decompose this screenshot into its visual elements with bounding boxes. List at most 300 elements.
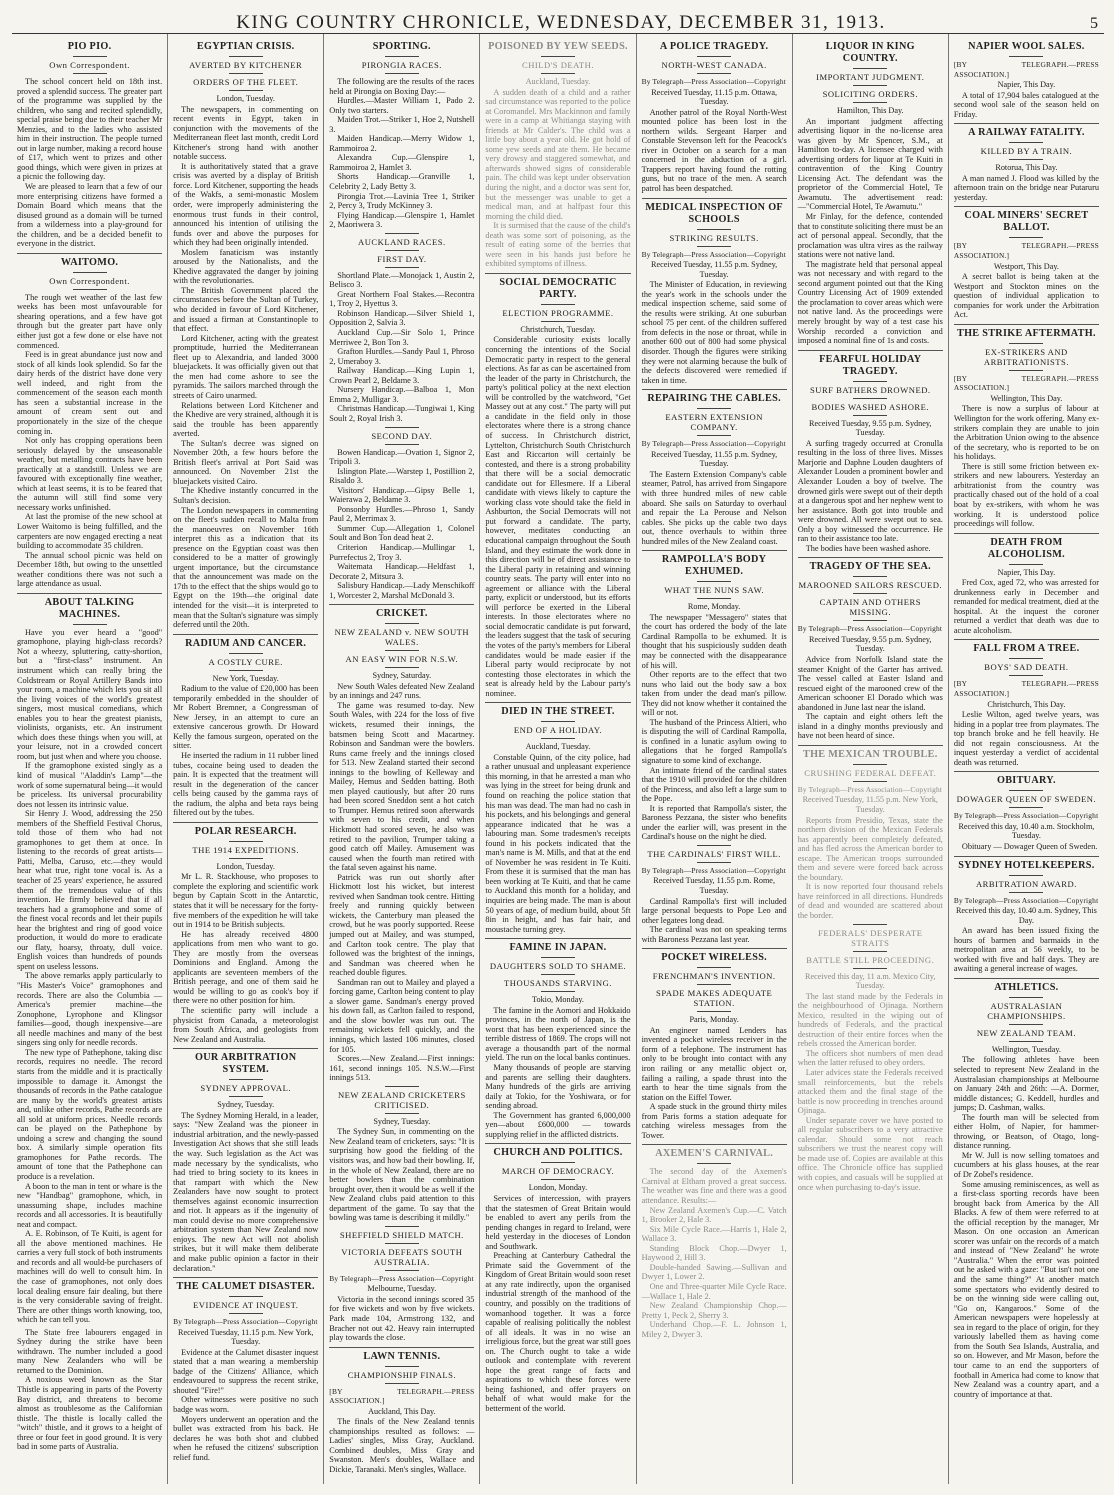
headline-rule — [541, 1179, 575, 1180]
article-paragraph: It is surmised that the cause of the child's death was some sort of poisoning, as the result of eating some of the berries that were seen in his hands just before he exhibited symptoms of illness. — [485, 221, 631, 269]
article-separator — [954, 533, 1099, 534]
article-headline: OBITUARY. — [996, 775, 1056, 787]
headline-rule — [697, 435, 731, 436]
article-paragraph: Grafton Hurdles.—Sandy Paul 1, Phroso 2, Umeraboy 3. — [329, 347, 475, 366]
article-paragraph: Sir Henry J. Wood, addressing the 250 members of the Sheffield Festival Chorus, told those of them who had not gramophones to get them at once. In listening to the records of great artists—Patti, Melba, Caruso, etc.—they would hear what true, right tone vocal is. As a teacher of 25 years' experience, he assured them of the tremendous value of this invention. He firmly believed that if all teachers had a gramophone and some of the finest vocal records and let their pupils hear the brightest and ring of good voice production, it would do more to eradicate our flaty, hoarsy, throaty, dull voice. English voices than hundreds of pounds spent on useless lessons. — [17, 809, 163, 971]
article-paragraph: It is now reported four thousand rebels have reinforced in all directions. Hundreds of dead and wounded are scattered about the border. — [797, 882, 943, 920]
article-subheading: SHEFFIELD SHIELD MATCH. — [339, 1229, 464, 1240]
headline-rule — [697, 1163, 731, 1164]
dateline: Received this day, 11 a.m. Mexico City, Tuesday. — [805, 971, 936, 991]
article-subheading: AN EASY WIN FOR N.S.W. — [345, 654, 459, 665]
article — [329, 604, 474, 1083]
article-paragraph: If the gramophone existed singly as a kind of musical "Aladdin's Lamp"—the work of some supernatural being—it would be priceless. Its universal procurability does not lessen its intrinsic value. — [17, 761, 163, 809]
article-paragraph: The Sydney Sun, in commenting on the New Zealand team of cricketers, says: "It is surprising how good the fielding of the visitors was, and how bad their bowling. If, in the whole of New Zealand, there are no better bowlers than the combination brought over, then it would be as well if the New Zealand clubs paid attention to this department of the game. To say that the bowling was tame is describing it mildly." — [329, 1127, 475, 1223]
article — [954, 771, 1099, 851]
headline-rule — [229, 858, 263, 859]
headline-rule — [229, 1296, 263, 1297]
headline-rule — [229, 653, 263, 654]
dateline: Napier, This Day. — [997, 80, 1056, 90]
article-paragraph: Other reports are to the effect that two nuns who laid out the body saw a box taken from under the dead man's pillow. They did not know whether it contained the will or not. — [641, 670, 787, 718]
article-paragraph: The London newspapers in commenting on the fleet's sudden recall to Malta from the manoeuvres on November 16th interpret this as a indication that its presence on the Egyptian coast was then considered to be a matter of growingly urgent importance, but the circumstance that the announcement was made on the 17th to the effect that the ships would go to Egypt on the 19th—the original date intended for the visit—it is interpreted to mean that the Sultan's signature was simply deferred until the 20th. — [173, 505, 319, 630]
headline-rule — [73, 73, 107, 74]
article-headline: WAITOMO. — [60, 256, 119, 268]
article-subheading: SECOND DAY. — [371, 430, 433, 441]
article-subheading: Own Correspondent. — [49, 60, 130, 70]
headline-rule — [1009, 56, 1043, 57]
article-subheading: FRENCHMAN'S INVENTION. — [652, 971, 776, 982]
article-subheading: NEW ZEALAND v. NEW SOUTH WALES. — [334, 627, 470, 648]
article-headline: AXEMEN'S CARNIVAL. — [655, 1148, 774, 1160]
headline-rule — [385, 1086, 419, 1087]
article-paragraph: Six Mile Cycle Race.—Harris 1, Hale 2, Wallace 3. — [641, 1224, 787, 1244]
article-headline: CHURCH AND POLITICS. — [493, 1147, 623, 1159]
article-paragraph: The officers shot numbers of men dead when the latter refused to obey orders. — [797, 1048, 943, 1068]
article-separator — [173, 1277, 318, 1278]
wire-credit: By Telegraph—Press Association—Copyright — [641, 77, 787, 86]
article-paragraph: Fred Cox, aged 72, who was arrested for drunkenness early in December and remanded for medical treatment, died at the hospital. At the inquest the coroner returned a verdict that death was due to acute alcoholism. — [953, 578, 1099, 635]
headline-rule — [1009, 343, 1043, 344]
article-headline: RADIUM AND CANCER. — [185, 637, 307, 649]
headline-rule — [385, 623, 419, 624]
article-headline: A POLICE TRAGEDY. — [659, 41, 769, 52]
article-paragraph: The game was resumed to-day. New South Wales, with 224 for the loss of five wickets, resumed their innings, the batsmen being Scott and Macartney. Robinson and Sandman were the bowlers. Runs came freely and the innings closed for 513. New Zealand started their second innings to the bowling of Kelleway and Mailey, Hemus and Sedden batting. Both men played cautiously, but after 20 runs had been scored Sneddon sent a hot catch to Trumper. Hemus retired soon afterwards with seven to his credit, and when Hickmott had scored seven, he also was retired to the pavilion, Trumper taking a good catch off Mailey. Amusement was caused when the fourth man retired with the fatal seven against his name. — [329, 700, 475, 873]
article — [642, 198, 787, 386]
headline-rule — [385, 1113, 419, 1114]
column-7 — [949, 34, 1104, 1484]
article-paragraph: A total of 17,904 bales catalogued at the second wool sale of the season held on Friday. — [953, 90, 1099, 119]
article-paragraph: The husband of the Princess Altieri, who is disputing the will of Cardinal Rampolla, is confined in a lunatic asylum owing to allegations that he forged Rampolla's signature to some kind of exchange. — [641, 717, 787, 765]
article — [329, 1347, 474, 1475]
headline-rule — [697, 408, 731, 409]
article-headline: THE MEXICAN TROUBLE. — [802, 748, 938, 760]
article — [798, 41, 943, 346]
article-subheading: CRUSHING FEDERAL DEFEAT. — [804, 767, 937, 778]
newspaper-title: KING COUNTRY CHRONICLE, WEDNESDAY, DECEMBER 31, 1913. — [236, 12, 886, 33]
article — [173, 634, 318, 818]
article-paragraph: Ponsonby Hurdles.—Phroso 1, Sandy Paul 2, Merrimax 3. — [329, 504, 475, 524]
article-headline: POLAR RESEARCH. — [194, 825, 297, 837]
article — [642, 41, 787, 194]
article — [173, 1277, 318, 1462]
headline-rule — [853, 102, 887, 103]
article-paragraph: The newspapers, in commenting on recent events in Egypt, taken in conjunction with the movements of the Mediterranean fleet last month, credit Lord Kitchener's strong hand with another notable success. — [173, 104, 319, 162]
article-paragraph: Relations between Lord Kitchener and the Khedive are very strained, although it is said the trouble has been apparently averted. — [173, 400, 319, 439]
article-paragraph: The new type of Pathephone, taking disc records, requires no needle. The record starts from the middle and it is practically impossible to damage it. Amongst the thousands of records in the Pathe catalogue are many by the world's greatest artists and, unlike other records, Pathe records are all sold at uniform prices. Needle records can be played on the Pathephone by undoing a screw and changing the sound box. A similarly simple operation fits gramophones for Pathe records. The amount of tone that the Pathephone can produce is a revelation. — [17, 1047, 163, 1181]
article-headline: DIED IN THE STREET. — [501, 706, 615, 718]
article-paragraph: Moslem fanaticism was instantly aroused by the Nationalists, and the Khedive aggravated the danger by joining with the revolutionaries. — [173, 247, 319, 286]
article-headline: COAL MINERS' SECRET BALLOT. — [964, 210, 1089, 234]
dateline: Paris, Monday. — [689, 1015, 739, 1025]
wire-credit: By Telegraph—Press Association—Copyright — [797, 784, 943, 794]
article-paragraph: Visitors' Handicap.—Gipsy Belle 1, Waierawa 2, Beldame 3. — [329, 485, 475, 505]
article-paragraph: Shortland Plate.—Monojack 1, Austin 2, Belisco 3. — [329, 270, 475, 290]
article-separator — [173, 634, 318, 635]
article-subheading: EX-STRIKERS AND ARBITRATIONISTS. — [983, 346, 1069, 367]
article-paragraph: Flying Handicap.—Glenspire 1, Hamlet 2, Maoriwera 3. — [329, 210, 475, 230]
headline-rule — [541, 991, 575, 992]
headline-rule — [73, 56, 107, 57]
article-separator — [954, 123, 1099, 124]
article-paragraph: Considerable curiosity exists locally concerning the intentions of the Social Democratic party in respect to the general elections. As far as can be ascertained from the leader of the party in Christchurch, the party's political policy at the next election will be controlled by the watchword, "Get Massey out at any cost." The party will put a candidate in the field only in those electorates where there is a strong chance of success. In Christchurch district, Lyttelton, Christchurch South Christchurch East and Riccarton will certainly be contested, and there is a strong probability that there will be a social democratic candidate out for Ellesmere. If a Liberal candidate with views likely to capture the working class vote should take the field in Ashburton, the Social Democrats will not put forward a candidate. The party, however, meditates conducting an educational campaign throughout the South Island, and they estimate the work done in this direction will be of direct assistance to the Liberal party in retaining and winning country seats. The party will enter into no agreement or alliance with the Liberal party, explicit or understood, but its efforts will perforce be exerted in the Liberal interests. In those electorates where no social democratic candidate is put forward, the leaders suggest that the task of securing the votes of the party's members for Liberal candidates would be made easier if the Liberal party would reciprocate by not contesting those electorates in which the seat is already held by the Labour party's nominee. — [485, 335, 631, 698]
headline-rule — [1009, 564, 1043, 565]
dateline: Christchurch, Tuesday. — [520, 324, 596, 334]
article-paragraph: The school concert held on 18th inst. proved a splendid success. The greater part of the programme was supplied by the children, who sang and recited splendidly, special praise being due to their teacher Mr Menzies, and to the ladies who assisted him in their instruction. The people turned out in large number, making a record house of £17, which went to prizes and other good things, which were given in prizes at a picnic the following day. — [17, 77, 163, 182]
column-5 — [637, 34, 793, 1484]
article-paragraph: Patrick was run out shortly after Hickmott lost his wicket, but interest revived when Sandman took centre. Hitting freely and running quickly between wickets, the Canterbury man pleased the crowd, but he was poorly supported. Reese jumped out at Mailey, and was stumped, and Carlton took centre. The play that followed was the brightest of the innings, and Sandman was cheered when he reached double figures. — [329, 872, 475, 978]
headline-rule — [1009, 1041, 1043, 1042]
article — [642, 1144, 787, 1339]
article — [954, 856, 1099, 974]
article-paragraph: Have you ever heard a "good" gramophone, playing high-class records? Not a wheezy, spluttering, catty-shortion, but a "first-class" instrument. An instrument which can really bring the Coldstream or Royal Artillery Bands into your room, a machine which lets you sit all the living voices of the world's greatest singers, most musical comedians, which enables you to hear the greatest pianists, violinists, organists, etc. An instrument which does these things when you will, at your leisure, not in a crowded concert room, but just when and where you choose. — [17, 627, 163, 761]
article-subheading: DAUGHTERS SOLD TO SHAME. — [489, 961, 627, 972]
article-paragraph: Other witnesses were positive no such badge was worn. — [173, 1395, 319, 1414]
headline-rule — [73, 289, 107, 290]
article-headline: FAMINE IN JAPAN. — [509, 942, 607, 954]
headline-rule — [385, 56, 419, 57]
columns — [12, 34, 1104, 1484]
headline-rule — [1009, 237, 1043, 238]
article-paragraph: Maiden Handicap.—Merry Widow 1, Rammoiroa 2. — [329, 134, 475, 153]
headline-rule — [1009, 892, 1043, 893]
article-separator — [642, 948, 787, 949]
article-paragraph: The scientific party will include a physicist from Canada, a meteorologist from South Africa, and geologists from New Zealand and Australia. — [173, 1006, 319, 1044]
dateline: Received this day, 10.40 a.m. Stockholm, Tuesday. — [958, 821, 1095, 841]
article-paragraph: Bowen Handicap.—Ovation 1, Signor 2, Tripoli 3. — [329, 447, 475, 467]
headline-rule — [853, 924, 887, 925]
article-headline: SYDNEY HOTELKEEPERS. — [958, 859, 1095, 871]
dateline: Wellington, Tuesday. — [991, 1044, 1061, 1054]
wire-credit: By Telegraph—Press Association—Copyright — [797, 624, 943, 634]
article-subheading: EASTERN EXTENSION COMPANY. — [665, 412, 763, 433]
headline-rule — [1009, 1024, 1043, 1025]
article-paragraph: Services of intercession, with prayers that the statesmen of Great Britain would be enabled to avert any perils from the pending changes in regard to Ireland, were held yesterday in the dioceses of London and Southwark. — [485, 1193, 631, 1251]
article-subheading: WHAT THE NUNS SAW. — [664, 585, 765, 596]
headline-rule — [697, 862, 731, 863]
article-paragraph: Radium to the value of £20,000 has been temporarily embedded in the shoulder of Mr Robert Bremner, a Congressman of New Jersey, in an attempt to cure an extensive cancerous growth. Dr Howard Kelly the famous surgeon, operated on the sitter. — [173, 684, 319, 751]
article-subheading: ARBITRATION AWARD. — [975, 878, 1077, 889]
article-headline: POISONED BY YEW SEEDS. — [488, 41, 628, 52]
article-paragraph: The Khedive instantly concurred in the Sultan's decision. — [173, 486, 319, 505]
article-headline: REPAIRING THE CABLES. — [647, 393, 781, 405]
article-paragraph: Under separate cover we have posted to all regular subscribers to a very attractive calendar. Should some not reach subscribers we trust the nearest copy will be made use of. Copies are available at this office. The Chronicle office has supplied with copies, and casuals will be supplied at once when purchasing to-day's issue. — [797, 1115, 943, 1192]
wire-credit: By Telegraph—Press Association—Copyright — [953, 895, 1099, 905]
article-headline: FEARFUL HOLIDAY TRAGEDY. — [819, 353, 922, 377]
article-paragraph: Auckland Cup.—Sir Solo 1, Prince Merriwee 2, Bon Ton 3. — [329, 328, 475, 347]
article-headline: POCKET WIRELESS. — [661, 952, 768, 964]
article-paragraph: He inserted the radium in 11 rubber lined tubes, cocaine being used to deaden the pain. It is expected that the treatment will result in the degeneration of the cancer cells being caused by the gamma rays of the radium, the alpha and beta rays being filtered out by the tubes. — [173, 751, 319, 818]
article-separator — [642, 1144, 787, 1145]
article — [485, 273, 630, 698]
headline-rule — [229, 56, 263, 57]
headline-rule — [697, 73, 731, 74]
headline-rule — [385, 250, 419, 251]
headline-rule — [73, 624, 107, 625]
article — [954, 41, 1099, 119]
article-paragraph: Advice from Norfolk Island state the steamer Knight of the Garter has arrived. The vessel called at Easter Island and rescued eight of the marooned crew of the American schooner El Dorado which was abandoned in June last near the island. — [797, 654, 943, 712]
article-headline: DEATH FROM ALCOHOLISM. — [987, 536, 1065, 560]
article-headline: THE CALUMET DISASTER. — [176, 1281, 315, 1293]
article-headline: OUR ARBITRATION SYSTEM. — [195, 1052, 297, 1076]
article — [954, 978, 1099, 1399]
headline-rule — [385, 1226, 419, 1227]
article-paragraph: Waitemata Handicap.—Heldfast 1, Decorate 2, Mitsura 3. — [329, 562, 475, 581]
article-subheading: PIRONGIA RACES. — [361, 60, 442, 70]
dateline: London, Tuesday. — [216, 861, 275, 871]
article-paragraph: It is reported that Rampolla's sister, the Baroness Pezzana, the sister who benefits under the earlier will, was present in the Cardinal's house on the night he died. — [641, 803, 787, 842]
headline-rule — [73, 272, 107, 273]
headline-rule — [1009, 658, 1043, 659]
article-paragraph: Standing Block Chop.—Dwyer 1, Haywood 2, Hill 3. — [641, 1243, 787, 1263]
article-paragraph: A boon to the man in tent or whare is the new "Handbag" gramophone, which, in unassuming shape, includes machine records and all accessories. It is beautifully neat and compact. — [17, 1181, 163, 1229]
article — [954, 206, 1099, 319]
article-paragraph: It is authoritatively stated that a grave crisis was averted by a display of British force. Lord Kitchener, supporting the heads of the Wakfs, a semi-monastic Moslem order, were improperly administering the enormous trust funds in their control, announced his intention of utilising the funds over and above the purposes for which they had been originally intended. — [173, 161, 319, 248]
article-paragraph: Victoria in the second innings scored 35 for five wickets and won by five wickets. Park made 104, Armstrong 132, and Bracher not out 42. Heavy rain interrupted play towards the close. — [329, 1294, 475, 1343]
article-paragraph: Maiden Trot.—Striker 1, Hoe 2, Nutshell 3. — [329, 115, 475, 134]
headline-rule — [229, 90, 263, 91]
article-headline: LIQUOR IN KING COUNTRY. — [825, 41, 915, 64]
dateline: Auckland, This Day. — [368, 1406, 436, 1416]
headline-rule — [697, 598, 731, 599]
article-paragraph: The famine in the Aomori and Hokkaido provinces, in the north of Japan, is the worst that has been experienced since the terrible distress of 1869. The crops will not average a thousandth part of the normal yield. The run on the local banks continues. — [485, 1005, 631, 1063]
article-paragraph: The fourth man will be selected from either Holm, of Napier, for hammer-throwing, or Beatson, of Otago, long-distance running. — [953, 1112, 1099, 1151]
article-headline: SOCIAL DEMOCRATIC PARTY. — [499, 276, 617, 300]
dateline: Sydney, Saturday. — [372, 671, 432, 681]
article — [329, 233, 474, 424]
wire-credit: [BY TELEGRAPH.—PRESS ASSOCIATION.] — [953, 679, 1099, 698]
article-paragraph: Preaching at Canterbury Cathedral the Primate said the Government of the Kingdom of Great Britain would soon reset at any rate indirectly, upon the organised industrial strength of the manhood of the country, and possibly on the traditions of womanhood together. It was a force capable of realising politically the noblest of all ideals. It was in no wise an irreligious force, but the great war still goes on. The Church ought to take a wide outlook and contemplate with reverent hope the great range of facts and aspirations to which these forces were being fashioned, and offer prayers on behalf of what would make for the betterment of the world. — [485, 1251, 631, 1413]
dateline: Received Tuesday, 11.55 p.m. Sydney, Tuesday. — [651, 260, 778, 279]
wire-credit: [BY TELEGRAPH.—PRESS ASSOCIATION.] — [953, 241, 1099, 261]
article-paragraph: An intimate friend of the cardinal states that the 1910 will provided for the children of the Princess, and also left a large sum to the Pope. — [641, 765, 787, 804]
dateline: Received Tuesday, 11.15 p.m. Ottawa, Tuesday. — [651, 87, 778, 107]
article-separator — [485, 1143, 630, 1144]
article — [485, 1143, 630, 1413]
article-separator — [485, 273, 630, 274]
article-paragraph: The finals of the New Zealand tennis championships resulted as follows: —Ladies' singles, Miss Gray, Auckland. Combined doubles, Miss Gray and Swanston. Men's doubles, Wallace and Dickie, Taranaki. Men's singles, Wallace. — [329, 1417, 475, 1474]
article-separator — [954, 771, 1099, 772]
article — [329, 1226, 474, 1343]
article-separator — [642, 550, 787, 551]
headline-rule — [1009, 807, 1043, 808]
article-paragraph: The magistrate held that personal appeal was not necessary and with regard to the second argument pointed out that the King Country Licensing Act of 1909 extended the proclamation to cover areas which were not native land. As the proceedings were merely brought by way of a test case his Worship recorded a conviction and imposed a nominal fine of 1s and costs. — [797, 259, 943, 346]
article-paragraph: He has already received 4800 applications from men who want to go. They are mostly from the overseas Dominions and England. Among the applicants are seventeen members of the British peerage, and one of them said he would be willing to go as cook's boy if there were no other position for him. — [173, 929, 319, 1006]
article-paragraph: A surfing tragedy occurred at Cronulla resulting in the loss of three lives. Misses Marjorie and Daphne Louden daughters of Alexander Louden a prominent bowler and Alexander Louden a boy of twelve. The drowned girls were swept out of their depth at a dangerous spot and her nephew went to her assistance. Both got into trouble and were drowned. All were swept out to sea. Only a boy witnessed the occurrence. He ran to their assistance too late. — [797, 438, 943, 544]
article-paragraph: An important judgment affecting advertising liquor in the no-license area was given by Mr Spencer, S.M., at Hamilton to-day. A licensee charged with advertising orders for liquor at Te Kuiti in contravention of the King Country Licensing Act. The defendant was the proprietor of the Commercial Hotel, Te Awamutu. The advertisement read:—"Commercial Hotel, Te Awamutu." — [797, 116, 943, 212]
wire-credit: By Telegraph—Press Association—Copyright — [329, 1273, 474, 1283]
headline-rule — [1009, 142, 1043, 143]
headline-rule — [697, 967, 731, 968]
article-headline: RAMPOLLA'S BODY EXHUMED. — [661, 554, 767, 578]
article — [17, 1328, 162, 1452]
article — [17, 253, 162, 589]
article-subheading: END OF A HOLIDAY. — [513, 725, 603, 736]
dateline: Auckland, Tuesday. — [525, 77, 591, 86]
article-paragraph: Later advices state the Federals received small reinforcements, but the rebels attacked them and the final stage of the battle is now proceeding in trenches around Ojinaga. — [797, 1068, 943, 1116]
article — [642, 550, 787, 842]
article-paragraph: The State free labourers engaged in Sydney during the strike have been withdrawn. The number included a good many New Zealanders who will be returned to the Dominion. — [17, 1327, 163, 1375]
headline-rule — [1009, 370, 1043, 371]
dateline: Napier, This Day. — [997, 567, 1056, 577]
article-paragraph: The Sydney Morning Herald, in a leader, says: "New Zealand was the pioneer in industrial arbitration, and the newly-passed Investigation Act shows that she still leads the way. Such legislation as the Act was made necessary by the syndicalists, who had tried to bring society to its knees in that rampart with which the New Zealanders have now sought to protect themselves against economic insurrection and riot. It appears as if the ingenuity of man could devise no more comprehensive arbitration system than New Zealand now enjoys. The new Act will not abolish strikes, but it will make them deliberate and make public opinion a factor in their declaration." — [173, 1110, 319, 1273]
article-subheading: A COSTLY CURE. — [208, 656, 283, 667]
headline-rule — [229, 1313, 263, 1314]
article-paragraph: There is now a surplus of labour at Wellington for the work offering. Many ex-strikers complain they are unable to join the Arbitration Union owing to the absence of the secretary, who is reported to be on his holidays. — [953, 404, 1099, 462]
headline-rule — [541, 1162, 575, 1163]
article-headline: SPORTING. — [372, 41, 431, 52]
article — [329, 41, 474, 230]
dateline: Hamilton, This Day. — [836, 106, 904, 115]
article-subheading: NEW ZEALAND CRICKETERS CRITICISED. — [337, 1089, 466, 1110]
article-subheading: CHILD'S DEATH. — [521, 60, 595, 70]
headline-rule — [853, 968, 887, 969]
headline-rule — [541, 304, 575, 305]
article-paragraph: The annual school picnic was held on December 18th, but owing to the unsettled weather conditions there was not such a large attendance as usual. — [17, 550, 163, 589]
dateline: Auckland, Tuesday. — [525, 742, 591, 752]
article-paragraph: Christmas Handicap.—Tungiwai 1, King Soult 2, Royal Irish 3. — [329, 404, 475, 423]
article-paragraph: The above remarks apply particularly to "His Master's Voice" gramophones and records. There are also the Columbia — America's premier machine—the Zonophone, Lyrophone and Klingsor families—good, though inexpensive—are all needle machines and many of the best singers sing only for needle records. — [17, 971, 163, 1048]
dateline: Rotorua, This Day. — [995, 163, 1058, 173]
article-paragraph: Underhand Chop.—F. L. Johnson 1, Miley 2, Dwyer 3. — [641, 1320, 787, 1339]
article — [329, 427, 474, 601]
article-paragraph: The Eastern Extension Company's cable steamer, Patrol, has arrived from Singapore with three hundred miles of new cable aboard. She sails on Saturday to overhaul and repair the La Perouse and Nelson cables. She picks up the cable two days out, thence overhauls to within three hundred miles of the New Zealand coast. — [641, 469, 787, 546]
article-paragraph: We are pleased to learn that a few of our more enterprising citizens have formed a Domain Board which means that the disused ground as a domain will be turned from a wilderness into a play-ground for the children, and be a decided benefit to everyone in the district. — [17, 182, 163, 249]
article-paragraph: Great Northern Foal Stakes.—Recontra 1, Troy 2, Hyettus 3. — [329, 289, 475, 309]
article-paragraph: The last stand made by the Federals in the neighbourhood of Ojinaga. Northern Mexico, resulted in the wiping out of hundreds of Federals, and the practical destruction of their entire forces when the rebels crossed the American border. — [797, 991, 943, 1049]
wire-credit: [BY TELEGRAPH.—PRESS ASSOCIATION.] — [329, 1386, 475, 1406]
headline-rule — [541, 957, 575, 958]
headline-rule — [853, 398, 887, 399]
dateline: Received Tuesday, 9.55 p.m. Sydney, Tuesday. — [809, 634, 932, 654]
article-paragraph: Nursery Handicap.—Balboa 1, Mon Emma 2, Mulligar 3. — [329, 385, 475, 404]
article-paragraph: A noxious weed known as the Star Thistle is appearing in parts of the Poverty Bay district, and threatens to become almost as troublesome as the Californian thistle. The thistle is locally called the "witch" thistle, and it grows to a height of three or four feet in good ground. It is very bad in some parts of Australia. — [17, 1375, 163, 1452]
headline-rule — [853, 781, 887, 782]
headline-rule — [1009, 875, 1043, 876]
article-headline: ABOUT TALKING MACHINES. — [44, 596, 135, 620]
headline-rule — [541, 321, 575, 322]
dateline: Received Tuesday, 11.55 p.m. Rome, Tuesday. — [653, 876, 775, 895]
article-paragraph: A secret ballot is being taken at the Westport and Stockton mines on the question of individual application to companies for work under the Arbitration Act. — [953, 272, 1099, 320]
article-headline: NAPIER WOOL SALES. — [968, 41, 1085, 52]
wire-credit: [BY TELEGRAPH.—PRESS ASSOCIATION.] — [953, 373, 1099, 393]
article — [173, 1048, 318, 1273]
headline-rule — [541, 721, 575, 722]
article-paragraph: Leslie Wilton, aged twelve years, was hiding in a poplar tree from playmates. The top branch broke and he fell heavily. He did not regain consciousness. At the inquest yesterday a verdict of accidental death was returned. — [953, 710, 1099, 767]
article-paragraph: Islington Plate.—Warstep 1, Postillion 2, Risaldo 3. — [329, 466, 475, 486]
article-subheading: THE 1914 EXPEDITIONS. — [192, 844, 300, 855]
headline-rule — [853, 593, 887, 594]
article-paragraph: Cardinal Rampolla's first will included large personal bequests to Pope Leo and other legatees long dead. — [641, 896, 787, 925]
article-subheading: NORTH-WEST CANADA. — [661, 60, 767, 70]
article-paragraph: Double-handed Sawing.—Sullivan and Dwyer 1, Lower 2. — [641, 1262, 787, 1282]
headline-rule — [385, 73, 419, 74]
headline-rule — [853, 415, 887, 416]
article-subheading: AUCKLAND RACES. — [357, 236, 446, 247]
article — [642, 845, 787, 944]
article-headline: MEDICAL INSPECTION OF SCHOOLS — [645, 201, 783, 225]
article-subheading: ORDERS OF THE FLEET. — [193, 77, 299, 87]
article-paragraph: The following are the results of the races held at Pirongia on Boxing Day:— — [329, 77, 475, 96]
article-subheading: SOLICITING ORDERS. — [822, 89, 918, 99]
article-paragraph: A sudden death of a child and a rather sad circumstance was reported to the police at Coromandel. Mrs Mackinnon and family were in a camp at Whitianga staying with friends at Mr Calder's. The child was a little boy about a year old. He got hold of some yew seeds and ate them. He became very drowsy and staggered somewhat, and afterwards showed signs of considerable pain. The child was kept under observation during the night, and a doctor was sent for, but the messenger was unable to get a medical man, and at halfpast four this morning the child died. — [485, 87, 631, 221]
article-subheading: VICTORIA DEFEATS SOUTH AUSTRALIA. — [341, 1246, 463, 1267]
article-paragraph: Salisbury Handicap.—Lady Menschikoff 1, Worcester 2, Marshal McDonald 3. — [329, 581, 475, 600]
dateline: Received this day, 10.40 a.m. Sydney, This Day. — [955, 906, 1097, 925]
dateline: Sydney, Tuesday. — [217, 1100, 275, 1110]
article-separator — [798, 745, 943, 746]
headline-rule — [697, 845, 731, 846]
headline-rule — [385, 427, 419, 428]
headline-rule — [385, 444, 419, 445]
article-paragraph: Mr Finlay, for the defence, contended that to constitute soliciting there must be an act of personal appeal. Secondly, that the proclamation was ultra vires as the railway stations were not native land. — [797, 212, 943, 260]
headline-rule — [697, 246, 731, 247]
dateline: Wellington, This Day. — [990, 393, 1063, 403]
dateline: New York, Tuesday. — [212, 673, 279, 683]
article-separator — [954, 978, 1099, 979]
column-4 — [480, 34, 636, 1484]
article-headline: LAWN TENNIS. — [363, 1350, 441, 1362]
headline-rule — [1009, 790, 1043, 791]
article-separator — [485, 938, 630, 939]
article-subheading: SURF BATHERS DROWNED. — [809, 384, 931, 395]
dateline: Christchurch, This Day. — [987, 699, 1066, 709]
article-paragraph: Moyers underwent an operation and the bullet was extracted from his back. He declares he was both shot and clubbed when he refused the citizens' subscription relief fund. — [173, 1414, 319, 1462]
headline-rule — [385, 233, 419, 234]
headline-rule — [229, 1079, 263, 1080]
headline-rule — [697, 984, 731, 985]
dateline: Received Tuesday, 11.15 p.m. New York, Tuesday. — [178, 1327, 314, 1347]
column-2 — [168, 34, 324, 1484]
article — [954, 533, 1099, 636]
article-paragraph: One and Three-quarter Mile Cycle Race.—Wallace 1, Hale 2. — [641, 1281, 787, 1301]
masthead — [12, 8, 1104, 34]
article-separator — [954, 324, 1099, 325]
article-separator — [954, 639, 1099, 640]
headline-rule — [853, 85, 887, 86]
article-subheading: AVERTED BY KITCHENER — [189, 60, 303, 70]
article — [485, 41, 630, 269]
headline-rule — [853, 68, 887, 69]
article-subheading: MAROONED SAILORS RESCUED. — [798, 580, 943, 591]
article-paragraph: Summer Cup.—Allegation 1, Colonel Soult and Bon Ton dead heat 2. — [329, 523, 475, 543]
article — [798, 924, 943, 1193]
article-separator — [17, 593, 162, 594]
article-subheading: BOYS' SAD DEATH. — [984, 662, 1069, 673]
article-paragraph: Another patrol of the Royal North-West mounted police has been lost in the northern wilds. Sergeant Harper and Constable Stevenson left for the Peacock's river in October on a search for a man concerned in the abduction of a girl. Trappers report having found the rotting guns, but no trace of the men. A search patrol has been despatched. — [641, 107, 787, 194]
article-subheading: SYDNEY APPROVAL. — [200, 1083, 292, 1094]
headline-rule — [385, 1243, 419, 1244]
article — [173, 41, 318, 630]
article-paragraph: The cardinal was not on speaking terms with Baroness Pezzana last year. — [641, 925, 787, 944]
headline-rule — [385, 1383, 419, 1384]
article-paragraph: Scores.—New Zealand.—First innings: 161, second innings 105. N.S.W.—First innings 513. — [329, 1054, 475, 1083]
article-paragraph: The Government has granted 6,000,000 yen—about £600,000 — towards supplying relief in the afflicted districts. — [485, 1110, 631, 1139]
article-subheading: CHAMPIONSHIP FINALS. — [347, 1369, 457, 1380]
article — [329, 1086, 474, 1223]
headline-rule — [541, 974, 575, 975]
article — [798, 350, 943, 554]
article-separator — [954, 206, 1099, 207]
article-subheading: STRIKING RESULTS. — [669, 232, 759, 243]
wire-credit: By Telegraph—Press Association—Copyright — [641, 439, 787, 449]
article — [173, 822, 318, 1044]
article-paragraph: At last the promise of the new school at Lower Waitomo is being fulfilled, and the carpenters are now engaged erecting a neat building to accommodate 35 children. — [17, 512, 163, 551]
article-paragraph: Mr W. Jull is now selling tomatoes and cucumbers at his glass houses, at the rear of Dr Zobel's residence. — [953, 1150, 1099, 1180]
wire-credit: By Telegraph—Press Association—Copyright — [953, 811, 1099, 821]
headline-rule — [853, 381, 887, 382]
article-paragraph: The Sultan's decree was signed on November 20th, a few hours before the British fleet's arrival at Port Said was announced. On November 21st the bluejackets visited Cairo. — [173, 438, 319, 486]
article-paragraph: Alexandra Cup.—Glenspire 1, Rammoiroa 2, Hamlet 3. — [329, 153, 475, 172]
article-separator — [954, 856, 1099, 857]
